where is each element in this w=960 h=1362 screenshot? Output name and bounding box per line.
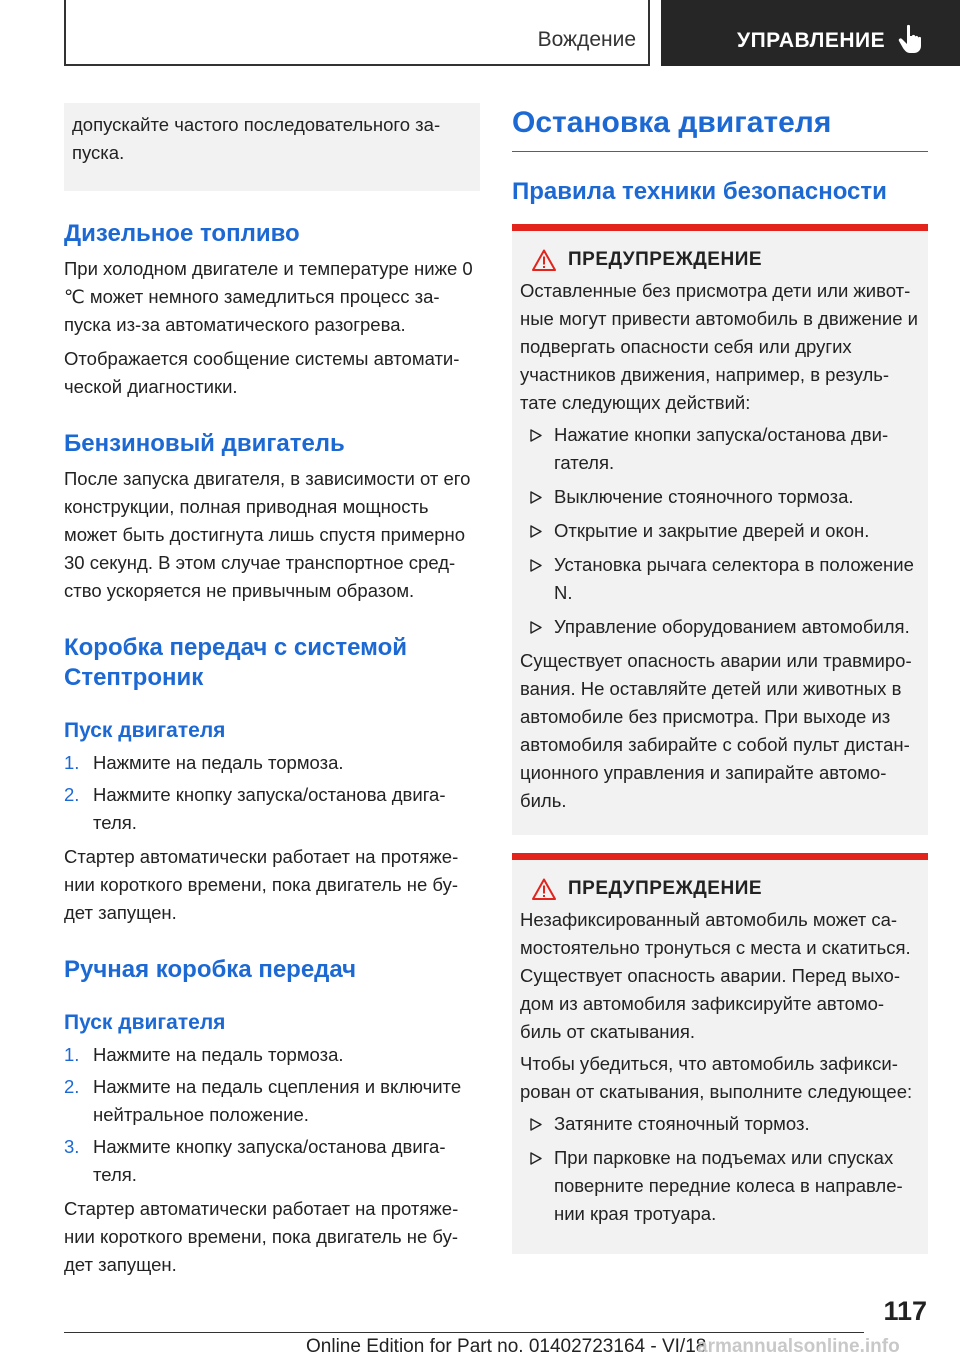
steptronic-steps: [64, 749, 480, 837]
header-chapter-tab[interactable]: [661, 0, 960, 66]
footer-divider: [64, 1332, 864, 1333]
bullet-triangle-icon: [530, 1118, 542, 1131]
warning-2-paragraph-1: Незафиксированный автомобиль может са‐ мостоятельно тронуться с места и скатиться. Существует опасность аварии. Перед выхо‐ дом из автомобиля зафиксируйте автомо‐ биль от скатывания.: [520, 909, 911, 1042]
step-text: Нажмите на педаль сцепления и включите нейтральное положение.: [93, 1076, 462, 1125]
warning-triangle-icon: [532, 878, 556, 900]
list-item-text: При парковке на подъемах или спусках поверните передние колеса в направле‐ нии края тротуара.: [554, 1147, 903, 1224]
footer-watermark: armannualsonline.info: [697, 1336, 900, 1357]
steptronic-heading: Коробка передач с системой Стептроник: [64, 634, 408, 691]
list-item: [64, 1041, 480, 1069]
list-item: [64, 749, 480, 777]
bullet-triangle-icon: [530, 559, 542, 572]
warning-header: [520, 878, 920, 900]
diesel-paragraph-2: Отображается сообщение системы автомати‐ ческой диагностики.: [64, 348, 460, 397]
warning-label: ПРЕДУПРЕЖДЕНИЕ: [568, 249, 763, 270]
right-column: [512, 103, 928, 1272]
warning-1-paragraph-1: Оставленные без присмотра дети или живот‐ ные могут привести автомобиль в движение и подвергать опасности себя или других участников движения, например, в резуль‐ тате следующих действий:: [520, 280, 918, 413]
diesel-paragraph-1: При холодном двигателе и температуре ниже 0 ℃ может немного замедлиться процесс за‐ пуска из-за автоматического разогрева.: [64, 258, 473, 335]
footer-edition: Online Edition for Part no. 01402723164 - VI/18: [306, 1336, 707, 1357]
warning-1-list: [520, 421, 920, 641]
header-section-title: Вождение: [537, 28, 636, 51]
step-text: Нажмите кнопку запуска/останова двига‐ теля.: [93, 1136, 446, 1185]
left-column: [64, 103, 480, 1279]
list-item: [520, 517, 920, 545]
steptronic-paragraph: Стартер автоматически работает на протяже‐ нии короткого времени, пока двигатель не бу‐ дет запущен.: [64, 846, 459, 923]
page-number: 117: [883, 1296, 927, 1326]
list-item-text: Затяните стояночный тормоз.: [554, 1113, 810, 1134]
bullet-triangle-icon: [530, 491, 542, 504]
header-frame: [64, 0, 650, 66]
list-item-text: Установка рычага селектора в положение N.: [554, 554, 914, 603]
safety-rules-heading: Правила техники безопасности: [512, 178, 887, 205]
hand-pointer-icon: [898, 24, 924, 54]
warning-box-2: [512, 853, 928, 1254]
warning-box-1: [512, 224, 928, 835]
warning-2-paragraph-2: Чтобы убедиться, что автомобиль зафикси‐ рован от скатывания, выполните следующее:: [520, 1053, 913, 1102]
manual-paragraph: Стартер автоматически работает на протяже‐ нии короткого времени, пока двигатель не бу‐ дет запущен.: [64, 1198, 459, 1275]
step-number: 2.: [64, 1076, 80, 1097]
warning-1-paragraph-2: Существует опасность аварии или травмиро‐ вания. Не оставляйте детей или животных в автомобиле без присмотра. При выходе из автомобиля забирайте с собой пульт дистан‐ ционного управления и запирайте автомо‐ биль.: [520, 650, 912, 811]
list-item: [520, 421, 920, 477]
header-chapter-label: УПРАВЛЕНИЕ: [737, 29, 886, 52]
diesel-heading: Дизельное топливо: [64, 220, 300, 247]
list-item-text: Открытие и закрытие дверей и окон.: [554, 520, 870, 541]
list-item: [64, 781, 480, 837]
manual-heading: Ручная коробка передач: [64, 956, 357, 983]
list-item: [64, 1133, 480, 1189]
steptronic-subheading: Пуск двигателя: [64, 719, 226, 742]
warning-triangle-icon: [532, 249, 556, 271]
step-number: 1.: [64, 1044, 80, 1065]
manual-subheading: Пуск двигателя: [64, 1011, 226, 1034]
bullet-triangle-icon: [530, 621, 542, 634]
list-item-text: Управление оборудованием автомобиля.: [554, 616, 910, 637]
step-text: Нажмите на педаль тормоза.: [93, 1044, 344, 1065]
list-item: [64, 1073, 480, 1129]
list-item: [520, 551, 920, 607]
stop-engine-heading: Остановка двигателя: [512, 103, 928, 152]
list-item: [520, 483, 920, 511]
bullet-triangle-icon: [530, 525, 542, 538]
list-item-text: Выключение стояночного тормоза.: [554, 486, 854, 507]
step-number: 2.: [64, 784, 80, 805]
step-text: Нажмите на педаль тормоза.: [93, 752, 344, 773]
step-text: Нажмите кнопку запуска/останова двига‐ теля.: [93, 784, 446, 833]
continued-note-text: допускайте частого последовательного за‐ пуска.: [72, 114, 441, 163]
step-number: 3.: [64, 1136, 80, 1157]
bullet-triangle-icon: [530, 429, 542, 442]
bullet-triangle-icon: [530, 1152, 542, 1165]
list-item: [520, 613, 920, 641]
continued-note-box: [64, 103, 480, 191]
manual-steps: [64, 1041, 480, 1189]
warning-header: [520, 249, 920, 271]
list-item: [520, 1110, 920, 1138]
list-item: [520, 1144, 920, 1228]
warning-2-list: [520, 1110, 920, 1228]
petrol-paragraph-1: После запуска двигателя, в зависимости от его конструкции, полная приводная мощность может быть достигнута лишь спустя примерно 30 секунд. В этом случае транспортное сред‐ ство ускоряется не привычным образом.: [64, 468, 471, 601]
warning-label: ПРЕДУПРЕЖДЕНИЕ: [568, 878, 763, 899]
petrol-heading: Бензиновый двигатель: [64, 430, 345, 457]
list-item-text: Нажатие кнопки запуска/останова дви‐ гателя.: [554, 424, 889, 473]
step-number: 1.: [64, 752, 80, 773]
